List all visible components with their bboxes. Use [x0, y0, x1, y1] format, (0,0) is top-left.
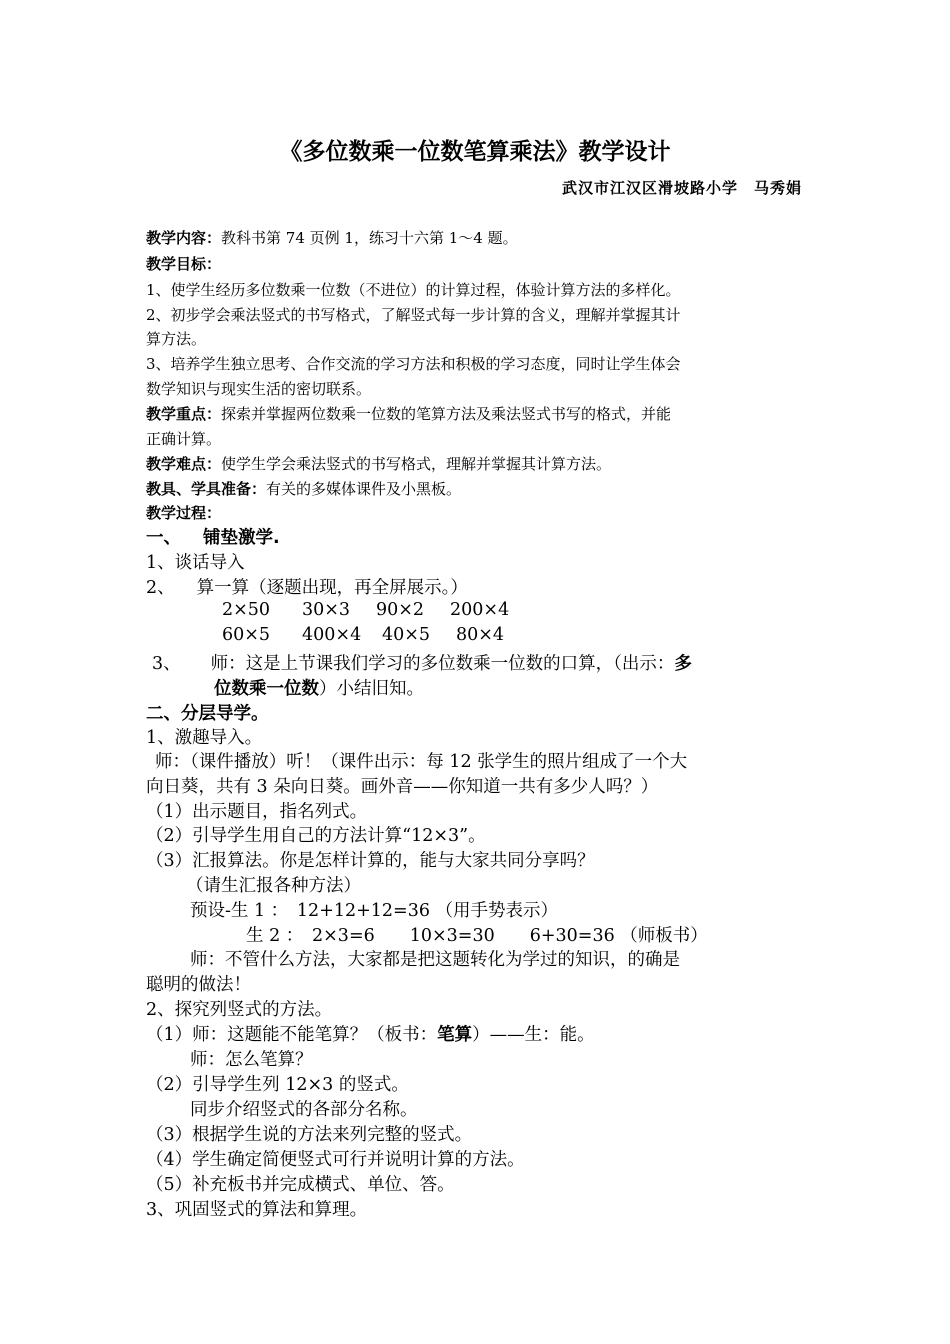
tools-line [146, 478, 461, 499]
calc-item: 400×4 [302, 625, 362, 645]
key-point-line-1 [146, 403, 671, 424]
section-2-para: （4）学生确定简便竖式可行并说明计算的方法。 [146, 1150, 525, 1170]
calc-item: 80×4 [456, 625, 505, 645]
calc-item: 30×3 [302, 600, 351, 620]
section-2-heading: 二、分层导学。 [146, 704, 269, 724]
section-2-para: 1、激趣导入。 [146, 728, 263, 748]
section-2-para: 聪明的做法！ [146, 975, 251, 995]
section-1-title: 铺垫激学. [203, 528, 280, 548]
calc-item: 60×5 [222, 625, 271, 645]
section-1-item-3-bold-2: 位数乘一位数 [214, 679, 319, 699]
calc-row-1 [222, 600, 509, 620]
difficulty-label: 教学难点： [146, 455, 222, 473]
section-2-para: （请生汇报各种方法） [186, 876, 361, 896]
key-point-text: 探索并掌握两位数乘一位数的笔算方法及乘法竖式书写的格式，并能 [221, 405, 672, 423]
section-2-para: （2）引导学生用自己的方法计算“12×3”。 [146, 826, 486, 846]
author-line: 武汉市江汉区滑坡路小学 马秀娟 [561, 179, 802, 197]
difficulty-line [146, 453, 611, 474]
calc-item: 40×5 [382, 625, 431, 645]
section-2-para: 3、巩固竖式的算法和算理。 [146, 1200, 368, 1220]
goal-2-line-2: 算方法。 [146, 330, 207, 348]
section-1-item-2-number: 2、 [146, 578, 175, 598]
section-1-number: 一、 [146, 528, 181, 548]
section-1-item-1: 1、谈话导入 [146, 553, 245, 573]
section-2-para: （1）出示题目，指名列式。 [146, 802, 368, 822]
content-label: 教学内容： [146, 229, 222, 247]
process-label: 教学过程： [146, 504, 222, 522]
calc-item: 200×4 [450, 600, 510, 620]
calc-item: 2×50 [222, 600, 271, 620]
section-1-item-3-line-2 [214, 675, 424, 700]
section-2-para [146, 1021, 595, 1046]
section-2-para: 向日葵，共有 3 朵向日葵。画外音——你知道一共有多少人吗？） [146, 777, 659, 797]
section-2-para: 同步介绍竖式的各部分名称。 [190, 1100, 418, 1120]
document-title: 《多位数乘一位数笔算乘法》教学设计 [279, 139, 671, 165]
section-2-para: 师：（课件播放）听！（课件出示：每 12 张学生的照片组成了一个大 [155, 752, 688, 772]
section-2-para: 2、探究列竖式的方法。 [146, 1000, 333, 1020]
key-point-line-2: 正确计算。 [146, 430, 222, 448]
section-1-item-3-text: 师：这是上节课我们学习的多位数乘一位数的口算，（出示： [210, 654, 675, 674]
goal-3-line-2: 数学知识与现实生活的密切联系。 [146, 380, 372, 398]
goal-2-line-1: 2、初步学会乘法竖式的书写格式，了解竖式每一步计算的含义，理解并掌握其计 [146, 306, 681, 324]
tools-label: 教具、学具准备： [146, 480, 267, 498]
content-text: 教科书第 74 页例 1，练习十六第 1～4 题。 [221, 229, 518, 247]
difficulty-text: 使学生学会乘法竖式的书写格式，理解并掌握其计算方法。 [221, 455, 612, 473]
section-2-para: （3）根据学生说的方法来列完整的竖式。 [146, 1125, 473, 1145]
calc-row-2 [222, 625, 504, 645]
section-2-p11-b: ）——生：能。 [472, 1025, 595, 1045]
section-2-p11-a: （1）师：这题能不能笔算？（板书： [146, 1025, 438, 1045]
section-1-item-3-line-1 [152, 650, 692, 675]
goal-1: 1、使学生经历多位数乘一位数（不进位）的计算过程，体验计算方法的多样化。 [146, 281, 681, 299]
section-2-para: 预设-生 1 ： 12+12+12=36 （用手势表示） [190, 901, 559, 921]
section-2-para: 师：不管什么方法，大家都是把这题转化为学过的知识，的确是 [190, 950, 680, 970]
goals-label: 教学目标： [146, 255, 222, 273]
section-2-para: （5）补充板书并完成横式、单位、答。 [146, 1175, 455, 1195]
content-line [146, 227, 518, 248]
tools-text: 有关的多媒体课件及小黑板。 [266, 480, 462, 498]
section-2-para: 师：怎么笔算？ [190, 1050, 313, 1070]
section-1-item-3-bold: 多 [674, 654, 692, 674]
section-2-para: （2）引导学生列 12×3 的竖式。 [146, 1075, 409, 1095]
section-1-heading [146, 524, 280, 549]
calc-item: 90×2 [376, 600, 425, 620]
goal-3-line-1: 3、培养学生独立思考、合作交流的学习方法和积极的学习态度，同时让学生体会 [146, 355, 681, 373]
section-2-para: （3）汇报算法。你是怎样计算的，能与大家共同分享吗？ [146, 851, 595, 871]
section-2-p11-bold: 笔算 [437, 1025, 473, 1045]
section-1-item-2 [146, 574, 468, 599]
section-1-item-3-number: 3、 [152, 654, 181, 674]
key-point-label: 教学重点： [146, 405, 222, 423]
section-1-item-2-text: 算一算（逐题出现，再全屏展示。） [196, 578, 468, 598]
section-1-item-3-tail: ）小结旧知。 [319, 679, 424, 699]
section-2-para: 生 2 ： 2×3=6 10×3=30 6+30=36 （师板书） [246, 926, 708, 946]
